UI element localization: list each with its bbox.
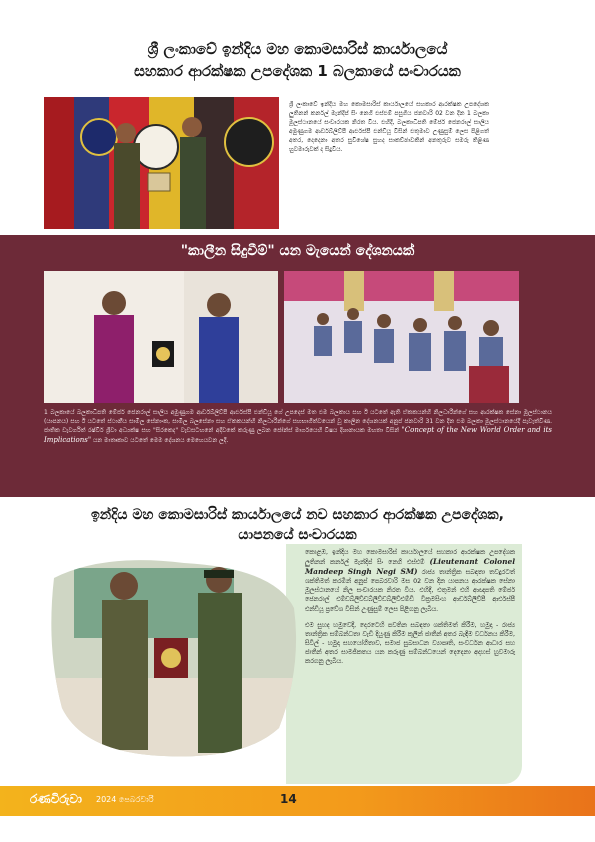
section3-para1 bbox=[305, 548, 515, 614]
section2-body-italic: "Concept of the New World Order and its Implications" bbox=[44, 426, 552, 444]
section2-photo-left bbox=[44, 271, 278, 403]
section3-para1-a: කොළඹ, ඉන්දිය මහ කොමසාරිස් කාර්යාලයේ සහකාර ආරක්ෂක උපදේශක ලුතිනන් කර්නල් මැන්දිප් සිං නෙගි එස්එම් bbox=[305, 549, 515, 567]
section2-body-part1: 1 බලකායේ බලකාධිපති මේජර් ජෙනරාල් සාලිය අමුණුගම ආර්ඩබ්ලිව්පී ආර්එස්පී එන්ඩීයූ ගේ උපදෙස් මත එම බලකාය සහ ඊ යටතේ ඇති ඒකකයන්හි නිලධාරීන්ගේ සහ ආරක්ෂක සේනා මූලස්ථානය (යාපනය) සහ ඊ යටතේ ස්ථානීය සාමිල සේනාංක, සාමිල බලසේනා සහ ඒකකයන්හි නිලධාරීන්ගේ සහභාගීත්වයෙන් වූ කාලීන දේශනයක් අනුප් ජනවාරි 31 වන දින එම බලකා මූලස්ථානයේදී පැවැත්විණ. ජාතික ඩැවර්ගිත් රෂ්චිර් ශ්‍රීවා අධ්‍යක්ෂ සහ "සිරකෙද" වැඩසටහනේ අදීවකේ කරුණු ලබන ජෝන්ස් මාර්ගයෙහි විෂය දිශානායක මහතා විසින් bbox=[44, 409, 552, 435]
section3-title-line2: යාපනයේ සංචාරයක bbox=[238, 527, 357, 543]
section3-title bbox=[40, 505, 555, 545]
page-number: 14 bbox=[280, 792, 297, 806]
footer-date: 2024 පෙබරවාරි bbox=[96, 795, 154, 804]
section2-title: "කාලීන සිදුවීම්" යන මැයෙන් දේශනයක් bbox=[180, 243, 415, 259]
section3-para2: එම සුහද හමුවෙදී, දෙරටෙහි පවතින සබඳතා ශක්තිමත් කිරීම, හමුදා - රාජ්‍ය තාන්ත්‍රික සම්බන්ධතා වැඩි දියුණු කිරීම කුලින් ජාතීන් අතර බැඳීම වර්ධනය කිරීම, සිවිල් - හමුදා සහයෝගීතාව, සමාජ සුබසාධන ව්‍යාපෘති, සංවර්ධන ආධාර සහ ජාතීන් අතර සාමජිකතය යන කරුණු සම්බන්ධයෙන් දෙදෙනා අදහස් හුවමාරු කරගනු ලැබීය. bbox=[305, 621, 515, 666]
audience-photo bbox=[284, 271, 519, 403]
section3-para1-italic: (Lieutenant Colonel Mandeep Singh Negi SM) bbox=[305, 557, 515, 577]
section1-title-line2: සහකාර ආරක්ෂක උපදේශක 1 බලකායේ සංචාරයක bbox=[134, 62, 461, 80]
section3-para1-b: රාජ්‍ය තාන්ත්‍රික සබඳතා තවදුරටත් ශක්තිමත් කරමින් අනුප් පෙබරවාරි මස 02 වන දින යාපනය ආරක්ෂක සේනා මූලස්ථානයේ නිල සංචාරයක නිරත විය. එහිදී, එතුමන් එහි ආඥාපති මේජර් ජෙනරාල් එම්ඩබ්ලිව්ඩබ්ලිව්ඩබ්ලිව්එම්ඩී වික්‍රමසිංහ ආර්ඩබ්ලිව්පී ආර්එස්පී එන්ඩීයූ ප්‍රවේශ විසින් උණුසුම් ලෙස පිළිගනු ලැබීය. bbox=[305, 569, 515, 613]
footer-bar bbox=[0, 786, 595, 816]
jaffna-visit-photo bbox=[44, 548, 304, 763]
section3-photo bbox=[44, 548, 304, 763]
section3-body bbox=[305, 548, 515, 666]
footer-brand: රණවිරුවා bbox=[30, 792, 82, 806]
section1-title bbox=[0, 38, 595, 82]
section2-body-part2: යන මාතෘකාව යටතේ මෙම දේශනය මෙහෙයවන ලදී. bbox=[91, 436, 229, 444]
section3-title-line1: ඉන්දිය මහ කොමසාරිස් කාර්යාලයේ නව සහකාර ආරක්ෂක උපදේශක, bbox=[91, 507, 504, 523]
section2-photo-right bbox=[284, 271, 519, 403]
section1-photo bbox=[44, 97, 279, 229]
section2-body bbox=[44, 408, 552, 445]
section1-body: ශ්‍රී ලංකාවේ ඉන්දිය මහ කොමසාරිස් කාර්යාලයේ සහකාර ආරක්ෂක උපදේශක ලුතිනන් කර්නල් මැන්දිප් සිං නෙගි එස්එම් පසුගිය ජනවාරි 02 වන දින 1 බලකා මූලස්ථානයේ සංචාරයක නිරත විය. එහිදී, බලකාධිපති මේජර් ජෙනරාල් සාලිය අමුණුගම ආර්ඩබ්ලිව්පී ආර්එස්පී එන්ඩීයූ විසින් එතුමාව උණුසුම් ලෙස පිළිගත් අතර, දෙදෙනා අතර සුවිශේෂ සුහද සාකච්ඡාවකින් අනතුරුව සමරු තිළිණ හුවමාරුවක් ද සිදුවිය. bbox=[289, 101, 489, 153]
officers-exchange-photo bbox=[44, 97, 279, 229]
section1-title-line1: ශ්‍රී ලංකාවේ ඉන්දිය මහ කොමසාරිස් කාර්යාලයේ bbox=[147, 40, 448, 58]
memento-presentation-photo bbox=[44, 271, 278, 403]
